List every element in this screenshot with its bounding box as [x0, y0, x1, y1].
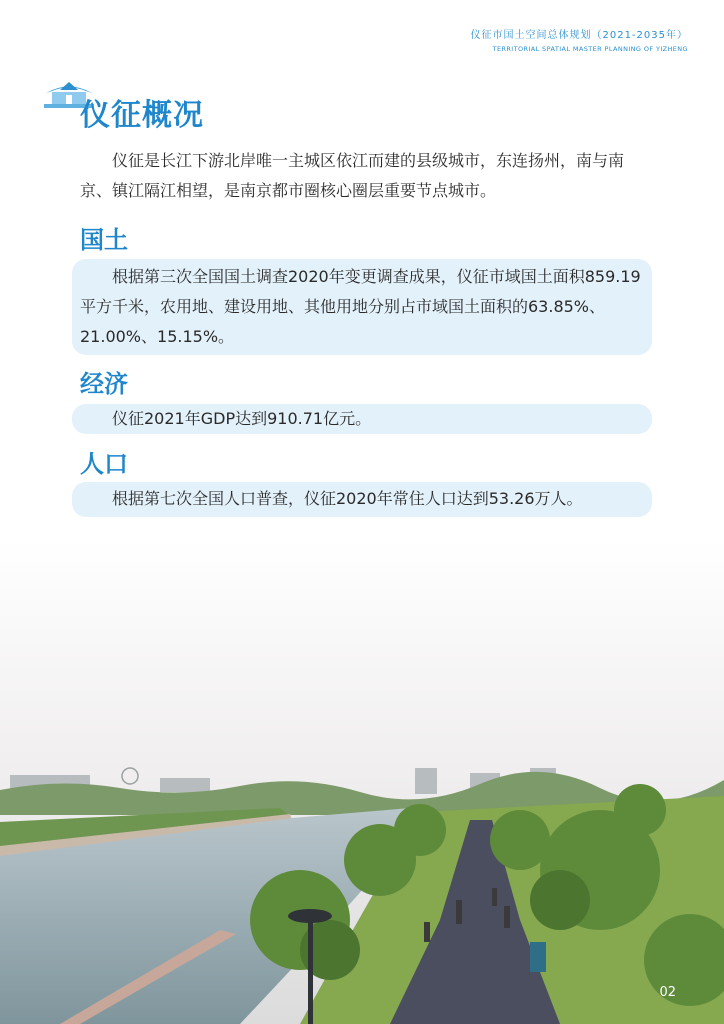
section-box-economy — [72, 404, 652, 434]
section-heading-economy: 经济 — [80, 370, 128, 398]
running-header — [470, 26, 688, 53]
section-heading-land: 国土 — [80, 226, 128, 254]
header-title-cn: 仪征市国土空间总体规划（2021-2035年） — [470, 30, 688, 41]
section-heading-population: 人口 — [80, 450, 128, 478]
riverside-park-photo — [0, 540, 724, 1024]
section-text-economy: 仪征2021年GDP达到910.71亿元。 — [112, 409, 372, 428]
header-title-en: TERRITORIAL SPATIAL MASTER PLANNING OF YIZHENG — [492, 45, 688, 53]
section-box-land — [72, 259, 652, 355]
section-text-land: 根据第三次全国国土调查2020年变更调查成果，仪征市域国土面积859.19平方千米，农用地、建设用地、其他用地分别占市域国土面积的63.85%、21.00%、15.15%。 — [80, 267, 641, 346]
page-title: 仪征概况 — [80, 98, 204, 133]
section-box-population — [72, 482, 652, 517]
section-text-population: 根据第七次全国人口普查，仪征2020年常住人口达到53.26万人。 — [112, 489, 583, 508]
intro-paragraph: 仪征是长江下游北岸唯一主城区依江而建的县级城市，东连扬州，南与南京、镇江隔江相望，是南京都市圈核心圈层重要节点城市。 — [80, 151, 625, 200]
page-number: 02 — [659, 985, 676, 1000]
